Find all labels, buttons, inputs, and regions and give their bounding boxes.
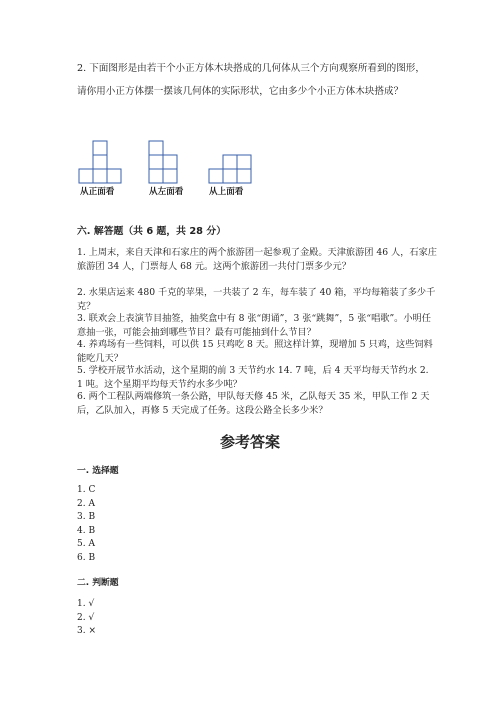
judge-answers-list <box>77 598 96 639</box>
choice-answer-6: 6. B <box>77 552 96 563</box>
three-view-figures <box>77 140 277 200</box>
problem-1: 1. 上周末，来自天津和石家庄的两个旅游团一起参观了金殿。天津旅游团 46 人，石家庄旅游团 34 人，门票每人 68 元。这两个旅游团一共付门票多少元？ <box>77 247 437 272</box>
judge-answer-2: 2. √ <box>77 612 95 623</box>
judge-answer-3: 3. × <box>77 626 96 636</box>
choice-answers-list <box>77 484 95 565</box>
choice-section-heading: 一. 选择题 <box>77 466 119 476</box>
choice-answer-1: 1. C <box>77 485 96 495</box>
question-2-text: 2. 下面图形是由若干个小正方体木块搭成的几何体从三个方向观察所看到的图形，请你用小正方体摆一摆该几何体的实际形状，它由多少个小正方体木块搭成？ <box>77 63 425 97</box>
judge-section-heading: 二. 判断题 <box>77 578 119 588</box>
choice-answer-2: 2. A <box>77 498 95 509</box>
left-view-label: 从左面看 <box>149 187 184 197</box>
problem-4: 4. 养鸡场有一些饲料，可以供 15 只鸡吃 8 天。照这样计算，现增加 5 只鸡，这些饲料能吃几天？ <box>77 339 433 364</box>
problem-6: 6. 两个工程队两端修筑一条公路，甲队每天修 45 米，乙队每天 35 米，甲队工作 2 天后，乙队加入，再修 5 天完成了任务。这段公路全长多少米？ <box>77 391 430 416</box>
left-view-figure <box>147 140 197 185</box>
top-view-figure <box>207 140 262 185</box>
answer-key-title: 参考答案 <box>219 433 280 451</box>
problem-2: 2. 水果店运来 480 千克的苹果，一共装了 2 车，每车装了 40 箱，平均每箱装了多少千克？ <box>77 287 436 312</box>
front-view-figure <box>77 140 127 185</box>
problem-3: 3. 联欢会上表演节目抽签，抽奖盒中有 8 张“朗诵”，3 张“跳舞”，5 张“唱歌”。小明任意抽一张，可能会抽到哪些节目？最有可能抽到什么节目？ <box>77 313 431 338</box>
judge-answer-1: 1. √ <box>77 599 95 609</box>
choice-answer-4: 4. B <box>77 525 96 536</box>
choice-answer-3: 3. B <box>77 512 96 522</box>
section-6-heading: 六. 解答题（共 6 题，共 28 分） <box>77 226 226 237</box>
problem-5: 5. 学校开展节水活动，这个星期的前 3 天节约水 14. 7 吨，后 4 天平均每天节约水 2. 1 吨。这个星期平均每天节约水多少吨？ <box>77 365 429 390</box>
choice-answer-5: 5. A <box>77 539 95 549</box>
front-view-label: 从正面看 <box>80 187 115 197</box>
top-view-label: 从上面看 <box>209 187 244 197</box>
